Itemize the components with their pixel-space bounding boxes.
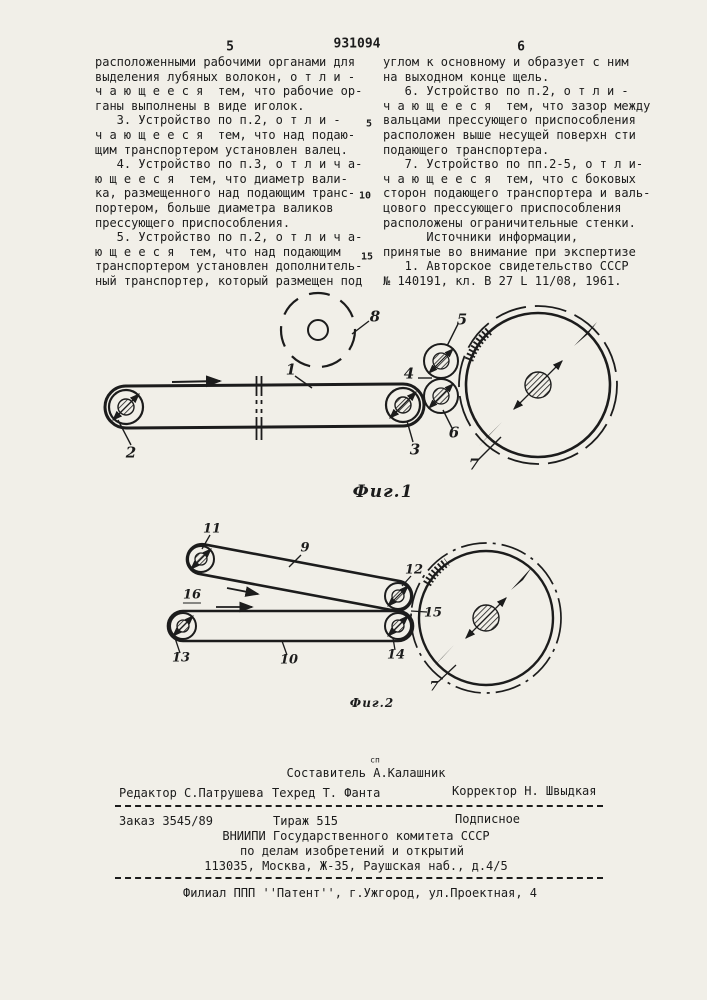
needle-disc (281, 293, 369, 367)
claims-text-line: подающего транспортера. (383, 142, 550, 157)
gutter-line-number-15: 15 (360, 251, 374, 263)
claims-text-line: Источники информации, (383, 230, 579, 245)
fig2-label-drum: 7 (429, 679, 439, 695)
fig1-label-disc: 8 (369, 307, 381, 326)
claims-text-line: принятые во внимание при экспертизе (383, 244, 636, 259)
claims-text-line: углом к основному и образует с ним (383, 55, 629, 69)
claims-text-line: 1. Авторское свидетельство СССР (383, 259, 629, 274)
fig1-label-right-pulley: 3 (409, 440, 421, 459)
print-artifact: сп (370, 755, 380, 765)
belt-direction-arrow (172, 381, 220, 382)
claims-text-line: вальцами прессующего приспособления (383, 113, 636, 128)
claims-text-line: ка, размещенного над подающим транс- (95, 186, 356, 201)
claims-text-line: ч а ю щ е е с я тем, что зазор между (383, 98, 651, 113)
claims-left-column (95, 55, 375, 289)
claims-text-line: 7. Устройство по пп.2-5, о т л и- (383, 157, 644, 172)
fig2-label-pulley-14: 14 (386, 647, 406, 663)
drum (456, 306, 617, 464)
claims-text-line: ч а ю щ е е с я тем, что над подаю- (95, 127, 356, 142)
fig1-label-left-pulley: 2 (125, 443, 137, 462)
footer-order: Заказ 3545/89 (119, 814, 213, 828)
patent-number: 931094 (333, 36, 381, 52)
footer-corrector: Корректор Н. Швыдкая (452, 784, 597, 798)
claims-text-line: прессующего приспособления. (95, 215, 291, 230)
claims-text-line: цового прессующего приспособления (383, 200, 622, 215)
claims-text-line: ю щ е е с я тем, что диаметр вали- (95, 171, 348, 186)
footer-compiler: Составитель А.Калашник (286, 766, 446, 780)
fig1-label-press-rollers: 4 (403, 364, 415, 383)
claims-text-line: портером, больше диаметра валиков (95, 200, 334, 215)
claims-right-column (383, 55, 663, 289)
footer-tirazh: Тираж 515 (273, 814, 339, 828)
fig2-label-mark-16: 16 (182, 587, 202, 603)
claims-text-line: расположен выше несущей поверхн сти (383, 127, 636, 142)
fig1-label-drum: 7 (468, 455, 480, 474)
rotation-wedge (433, 645, 454, 667)
footer-techred: Техред Т. Фанта (272, 786, 381, 800)
fig2-label-pulley-13: 13 (171, 650, 191, 666)
claims-text-line: щим транспортером установлен валец. (95, 142, 348, 157)
belt-direction-arrow (227, 588, 258, 594)
drum-ribbed-segment (469, 331, 489, 360)
feed-conveyor-belt (105, 376, 424, 445)
fig1-label-top-roller: 5 (456, 310, 468, 329)
fig2-label-upper-belt: 9 (300, 540, 310, 556)
column-number-right: 6 (517, 39, 525, 55)
claims-text-line: ю щ е е с я тем, что над подающим (95, 244, 341, 259)
dashed-divider (115, 877, 603, 879)
gutter-line-number-10: 10 (358, 190, 372, 202)
rotation-wedge (511, 567, 532, 590)
fig2-label-lower-belt: 10 (279, 652, 299, 668)
fig2-label-gap: 15 (423, 605, 443, 621)
fig1-caption: Фиг.1 (352, 482, 414, 502)
figure-1-drawing (80, 288, 632, 503)
claims-text-line: расположенными рабочими органами для (95, 55, 356, 69)
claims-text-line: 6. Устройство по п.2, о т л и - (383, 84, 629, 99)
claims-text-line: ч а ю щ е е с я тем, что рабочие ор- (95, 84, 363, 99)
footer-subscription: Подписное (455, 812, 521, 826)
fig2-label-pulley-11: 11 (202, 521, 222, 537)
claims-text-line: 5. Устройство по п.2, о т л и ч а- (95, 230, 363, 245)
column-number-left: 5 (226, 39, 234, 55)
claims-text-line: выделения лубяных волокон, о т л и - (95, 69, 356, 84)
fig2-label-pulley-12: 12 (404, 562, 424, 578)
footer-org-line2: по делам изобретений и открытий (240, 844, 464, 858)
claims-text-line: на выходном конце щель. (383, 69, 550, 84)
gutter-line-number-5: 5 (365, 118, 373, 130)
claims-text-line: 3. Устройство по п.2, о т л и - (95, 113, 341, 128)
dashed-divider (115, 805, 603, 807)
claims-text-line: ный транспортер, который размещен под (95, 273, 363, 288)
footer-org-line1: ВНИИПИ Государственного комитета СССР (222, 829, 490, 843)
fig1-label-bottom-roller: 6 (448, 423, 460, 442)
claims-text-line: 4. Устройство по п.3, о т л и ч а- (95, 157, 363, 172)
claims-text-line: сторон подающего транспортера и валь- (383, 186, 651, 201)
claims-text-line: ганы выполнены в виде иголок. (95, 98, 305, 113)
claims-text-line: расположены ограничительные стенки. (383, 215, 636, 230)
claims-text-line: транспортером установлен дополнитель- (95, 259, 363, 274)
footer-org-line3: 113035, Москва, Ж-35, Раушская наб., д.4/5 (204, 859, 508, 873)
fig1-label-belt: 1 (285, 360, 297, 379)
footer-branch: Филиал ППП ''Патент'', г.Ужгород, ул.Проектная, 4 (182, 886, 538, 900)
footer-editor: Редактор С.Патрушева (119, 786, 264, 800)
claims-text-line: ч а ю щ е е с я тем, что с боковых (383, 171, 636, 186)
claims-text-line: № 140191, кл. В 27 L 11/08, 1961. (383, 273, 622, 288)
figure-2-drawing (130, 515, 570, 710)
fig2-caption: Фиг.2 (349, 696, 395, 710)
